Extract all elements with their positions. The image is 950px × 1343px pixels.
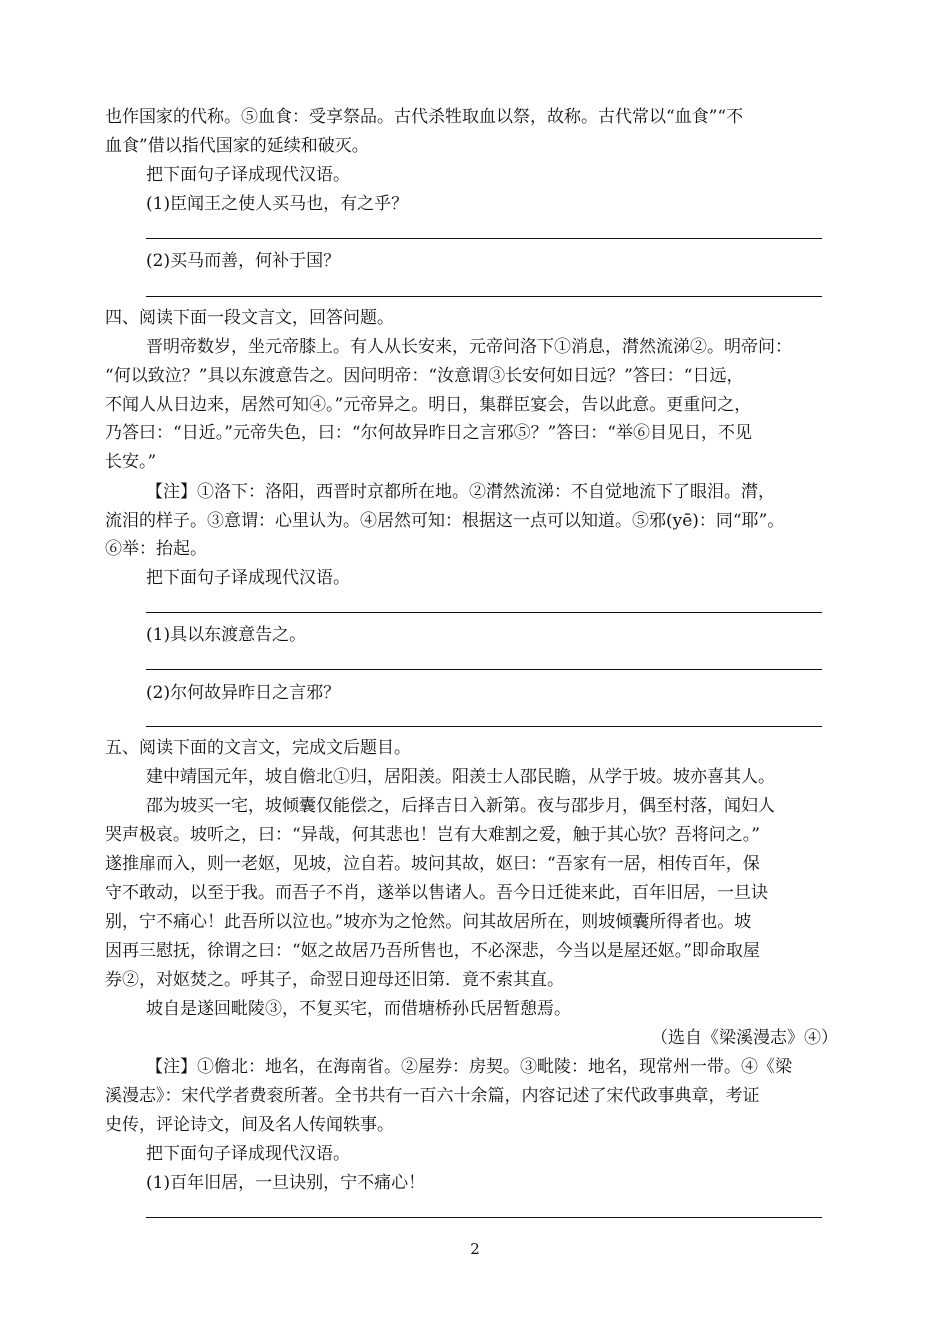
page-number: 2 — [470, 1240, 480, 1258]
instruction-line: 把下面句子译成现代汉语。 — [146, 568, 350, 588]
text-line: 建中靖国元年，坡自儋北①归，居阳羡。阳羡士人邵民瞻，从学于坡。坡亦喜其人。 — [146, 767, 775, 787]
instruction-line: 把下面句子译成现代汉语。 — [146, 1144, 350, 1164]
text-line: 晋明帝数岁，坐元帝膝上。有人从长安来，元帝问洛下①消息，潸然流涕②。明帝问： — [146, 337, 792, 357]
text-line: 守不敢动，以至于我。而吾子不肖，遂举以售诸人。吾今日迁徙来此，百年旧居，一旦诀 — [105, 883, 768, 903]
answer-blank[interactable] — [146, 669, 822, 670]
section-heading: 五、阅读下面的文言文，完成文后题目。 — [105, 738, 411, 758]
answer-blank[interactable] — [146, 726, 822, 727]
note-line: 【注】①儋北：地名，在海南省。②屋券：房契。③毗陵：地名，现常州一带。④《梁 — [146, 1057, 792, 1077]
note-line: ⑥举：抬起。 — [105, 539, 207, 559]
text-line: 坡自是遂回毗陵③，不复买宅，而借塘桥孙氏居暂憩焉。 — [146, 999, 571, 1019]
text-line: 也作国家的代称。⑤血食：受享祭品。古代杀牲取血以祭，故称。古代常以“血食”“不 — [105, 107, 744, 127]
text-line: 遂推扉而入，则一老妪，见坡，泣自若。坡问其故，妪曰：“吾家有一居，相传百年，保 — [105, 854, 760, 874]
text-line: 长安。” — [105, 452, 157, 472]
answer-blank[interactable] — [146, 238, 822, 239]
question-2: (2)尔何故异昨日之言邪？ — [146, 683, 341, 703]
text-line: 券②，对妪焚之。呼其子，命翌日迎母还旧第．竟不索其直。 — [105, 970, 564, 990]
question-1: (1)臣闻王之使人买马也，有之乎？ — [146, 194, 409, 214]
note-line: 溪漫志》：宋代学者费衮所著。全书共有一百六十余篇，内容记述了宋代政事典章，考证 — [105, 1086, 760, 1106]
text-line: “何以致泣？”具以东渡意告之。因问明帝：“汝意谓③长安何如日远？”答曰：“日远， — [105, 366, 744, 386]
note-line: 史传，评论诗文，间及名人传闻轶事。 — [105, 1115, 394, 1135]
section-heading: 四、阅读下面一段文言文，回答问题。 — [105, 308, 394, 328]
text-line: 血食”借以指代国家的延续和破灭。 — [105, 136, 369, 156]
text-line: 不闻人从日边来，居然可知④。”元帝异之。明日，集群臣宴会，告以此意。更重问之， — [105, 395, 752, 415]
answer-blank[interactable] — [146, 296, 822, 297]
question-1: (1)百年旧居，一旦诀别，宁不痛心！ — [146, 1173, 426, 1193]
instruction-line: 把下面句子译成现代汉语。 — [146, 165, 350, 185]
question-1: (1)具以东渡意告之。 — [146, 625, 307, 645]
question-2: (2)买马而善，何补于国？ — [146, 251, 341, 271]
note-line: 【注】①洛下：洛阳，西晋时京都所在地。②潸然流涕：不自觉地流下了眼泪。潸， — [146, 482, 775, 502]
text-line: 因再三慰抚，徐谓之曰：“妪之故居乃吾所售也，不必深悲，今当以是屋还妪。”即命取屋 — [105, 941, 760, 961]
answer-blank[interactable] — [146, 1217, 822, 1218]
answer-blank[interactable] — [146, 612, 822, 613]
source-citation: （选自《梁溪漫志》④） — [651, 1028, 838, 1048]
text-line: 乃答曰：“日近。”元帝失色，曰：“尔何故异昨日之言邪⑤？”答曰：“举⑥目见日，不见 — [105, 423, 752, 443]
text-line: 别，宁不痛心！此吾所以泣也。”坡亦为之怆然。问其故居所在，则坡倾囊所得者也。坡 — [105, 912, 752, 932]
text-line: 哭声极哀。坡听之，曰：“异哉，何其悲也！岂有大难割之爱，触于其心欤？吾将问之。” — [105, 825, 760, 845]
text-line: 邵为坡买一宅，坡倾囊仅能偿之，后择吉日入新第。夜与邵步月，偶至村落，闻妇人 — [146, 796, 775, 816]
note-line: 流泪的样子。③意谓：心里认为。④居然可知：根据这一点可以知道。⑤邪(yē)：同“耶”。 — [105, 511, 785, 531]
